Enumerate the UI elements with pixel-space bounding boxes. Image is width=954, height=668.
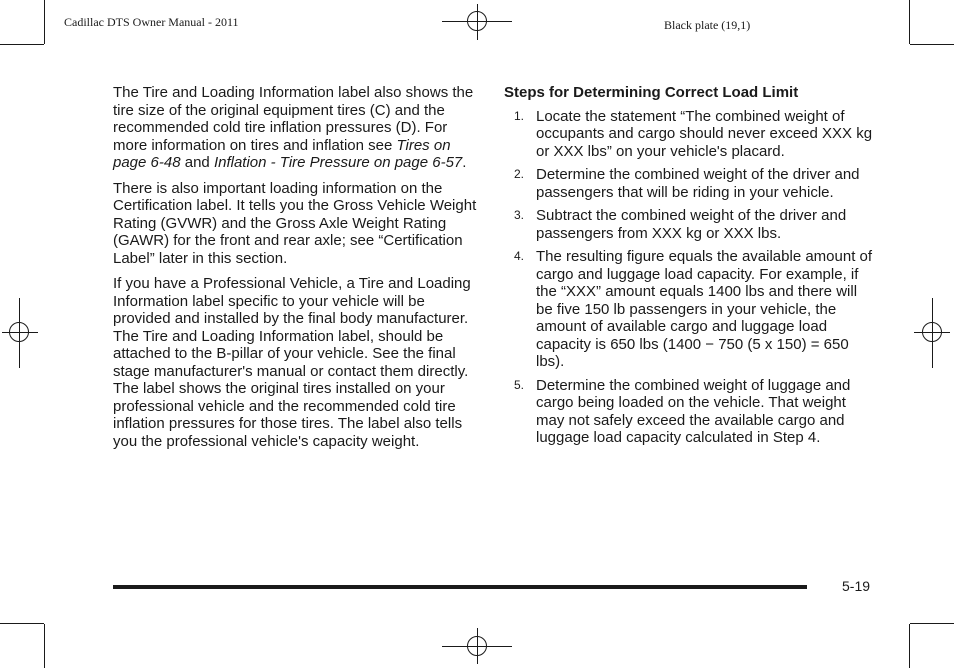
- list-item: [504, 248, 874, 371]
- paragraph-tire-label: The Tire and Loading Information label also shows the tire size of the original equipment tires (C) and the recommended cold tire inflation pressures (D). For more information on tires and inflation see Tires on page 6-48 and Inflation - Tire Pressure on page 6-57.: [113, 84, 474, 171]
- manual-title: Cadillac DTS Owner Manual - 2011: [64, 15, 239, 29]
- tires-reference-link[interactable]: Tires on page 6-48: [113, 136, 451, 171]
- footer-rule: [113, 585, 807, 589]
- paragraph-professional-vehicle: If you have a Professional Vehicle, a Tire and Loading Information label specific to your vehicle will be provided and installed by the final body manufacturer. The Tire and Loading Information label, should be attached to the B-pillar of your vehicle. See the final stage manufacturer's manual or contact them directly. The label shows the original tires installed on your professional vehicle and the recommended cold tire inflation pressures for those tires. The label also tells you the professional vehicle's capacity weight.: [113, 275, 471, 450]
- step-number: 1.: [514, 108, 525, 123]
- list-item: [504, 108, 874, 161]
- steps-list: [504, 108, 874, 447]
- list-item: [504, 166, 874, 201]
- section-heading: Steps for Determining Correct Load Limit: [504, 84, 799, 101]
- step-text: The resulting figure equals the available amount of cargo and luggage load capacity. For example, if the “XXX” amount equals 1400 lbs and there will be five 150 lb passengers in your vehicle, the amount of available cargo and luggage load capacity is 650 lbs (1400 − 750 (5 x 150) = 650 lbs).: [536, 248, 873, 370]
- list-item: [504, 377, 874, 447]
- step-text: Subtract the combined weight of the driver and passengers from XXX kg or XXX lbs.: [536, 207, 847, 242]
- step-number: 5.: [514, 377, 525, 392]
- list-item: [504, 207, 874, 242]
- step-number: 4.: [514, 249, 525, 263]
- step-text: Determine the combined weight of luggage and cargo being loaded on the vehicle. That weight may not safely exceed the available cargo and luggage load capacity calculated in Step 4.: [536, 376, 851, 446]
- step-number: 2.: [514, 167, 525, 181]
- paragraph-certification-label: There is also important loading information on the Certification label. It tells you the Gross Vehicle Weight Rating (GVWR) and the Gross Axle Weight Rating (GAWR) for the front and rear axle; see “Certification Label” later in this section.: [113, 179, 477, 267]
- step-number: 3.: [514, 208, 525, 222]
- page-number: 5-19: [842, 578, 871, 594]
- plate-label: Black plate (19,1): [664, 18, 751, 32]
- step-text: Locate the statement “The combined weight of occupants and cargo should never exceed XXX kg or XXX lbs” on your vehicle's placard.: [536, 107, 873, 160]
- step-text: Determine the combined weight of the driver and passengers that will be riding in your vehicle.: [536, 166, 860, 201]
- inflation-reference-link[interactable]: Inflation - Tire Pressure on page 6-57: [213, 154, 463, 171]
- left-column: [113, 84, 478, 458]
- right-column: [504, 84, 874, 453]
